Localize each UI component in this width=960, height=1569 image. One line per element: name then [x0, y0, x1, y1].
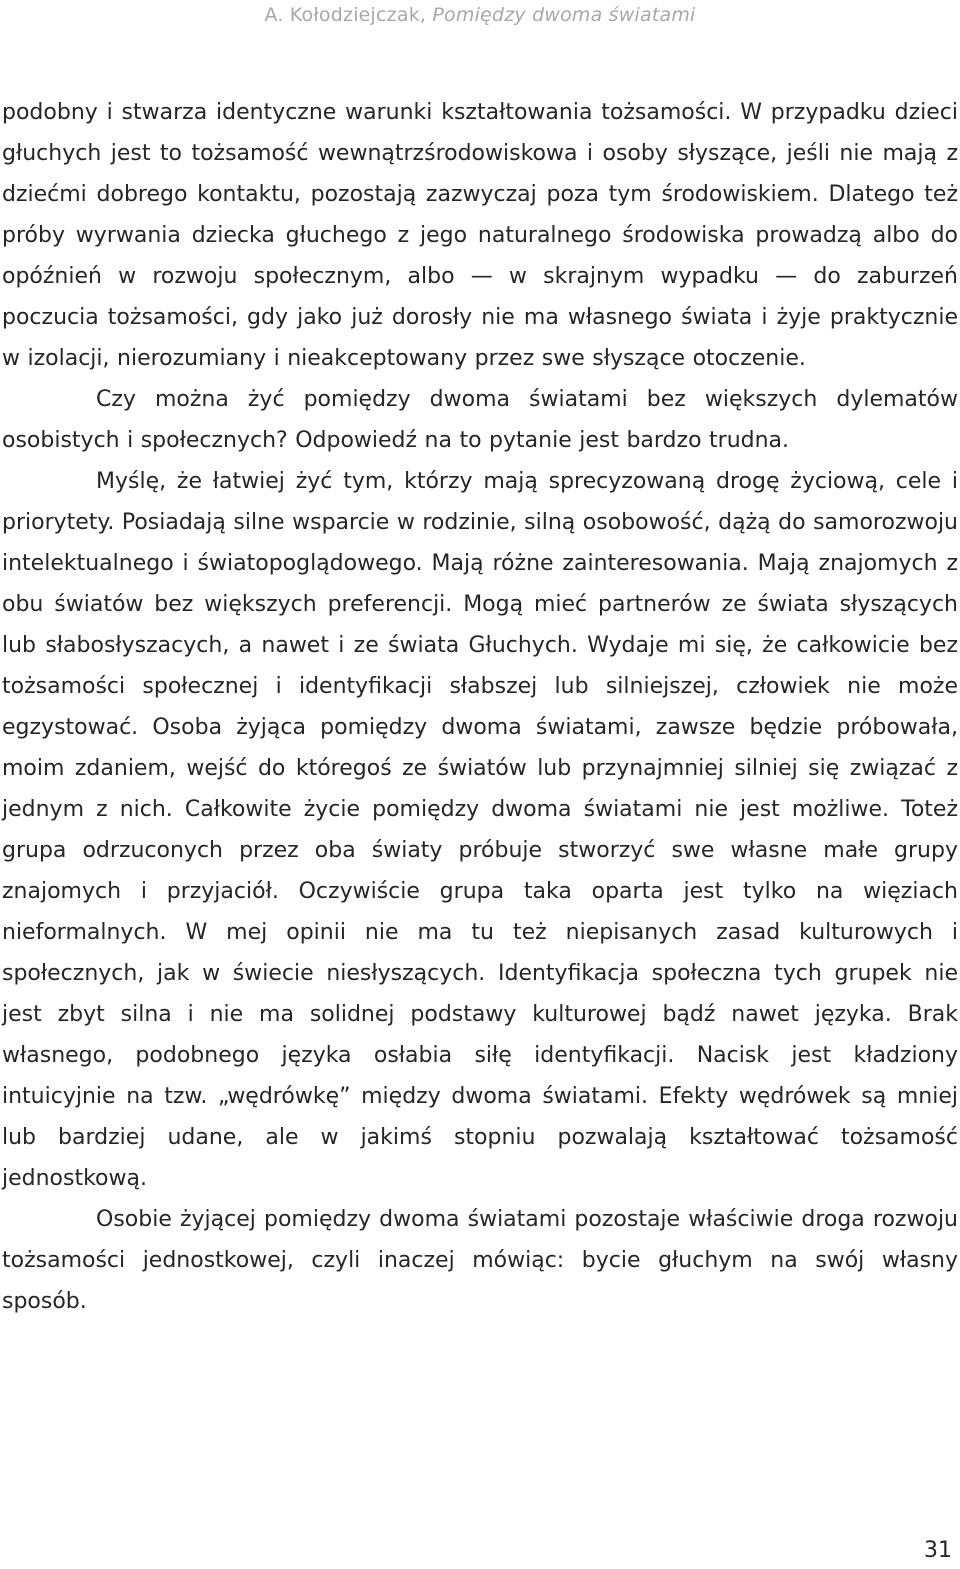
running-header [0, 4, 960, 26]
paragraph-4: Osobie żyjącej pomiędzy dwoma światami pozostaje właściwie droga rozwoju tożsamości jednostkowej, czyli inaczej mówiąc: bycie głuchym na swój własny sposób. [2, 1207, 958, 1314]
header-title: Pomiędzy dwoma światami [432, 4, 696, 26]
page-number: 31 [924, 1538, 952, 1563]
paragraph-3: Myślę, że łatwiej żyć tym, którzy mają sprecyzowaną drogę życiową, cele i priorytety. Posiadają silne wsparcie w rodzinie, silną osobowość, dążą do samorozwoju intelektualnego i światopoglądowego. Mają różne zainteresowania. Mają znajomych z obu światów bez większych preferencji. Mogą mieć partnerów ze świata słyszących lub słabosłyszacych, a nawet i ze świata Głuchych. Wydaje mi się, że całkowicie bez tożsamości społecznej i identyfikacji słabszej lub silniejszej, człowiek nie może egzystować. Osoba żyjąca pomiędzy dwoma światami, zawsze będzie próbowała, moim zdaniem, wejść do któregoś ze światów lub przynajmniej silniej się związać z jednym z nich. Całkowite życie pomiędzy dwoma światami nie jest możliwe. Toteż grupa odrzuconych przez oba światy próbuje stworzyć swe własne małe grupy znajomych i przyjaciół. Oczywiście grupa taka oparta jest tylko na więziach nieformalnych. W mej opinii nie ma tu też niepisanych zasad kulturowych i społecznych, jak w świecie niesłyszących. Identyfikacja społeczna tych grupek nie jest zbyt silna i nie ma solidnej podstawy kulturowej bądź nawet języka. Brak własnego, podobnego języka osłabia siłę identyfikacji. Nacisk jest kładziony intuicyjnie na tzw. „wędrówkę” między dwoma światami. Efekty wędrówek są mniej lub bardziej udane, ale w jakimś stopniu pozwalają kształtować tożsamość jednostkową. [2, 469, 958, 1191]
header-author: A. Kołodziejczak, [264, 4, 433, 26]
page-body [2, 92, 958, 1322]
paragraph-1: podobny i stwarza identyczne warunki kształtowania tożsamości. W przypadku dzieci głuchych jest to tożsamość wewnątrzśrodowiskowa i osoby słyszące, jeśli nie mają z dziećmi dobrego kontaktu, pozostają zazwyczaj poza tym środowiskiem. Dlatego też próby wyrwania dziecka głuchego z jego naturalnego środowiska prowadzą albo do opóźnień w rozwoju społecznym, albo — w skrajnym wypadku — do zaburzeń poczucia tożsamości, gdy jako już dorosły nie ma własnego świata i żyje praktycznie w izolacji, nierozumiany i nieakceptowany przez swe słyszące otoczenie. [2, 100, 958, 371]
paragraph-2: Czy można żyć pomiędzy dwoma światami bez większych dylematów osobistych i społecznych? Odpowiedź na to pytanie jest bardzo trudna. [2, 387, 958, 453]
